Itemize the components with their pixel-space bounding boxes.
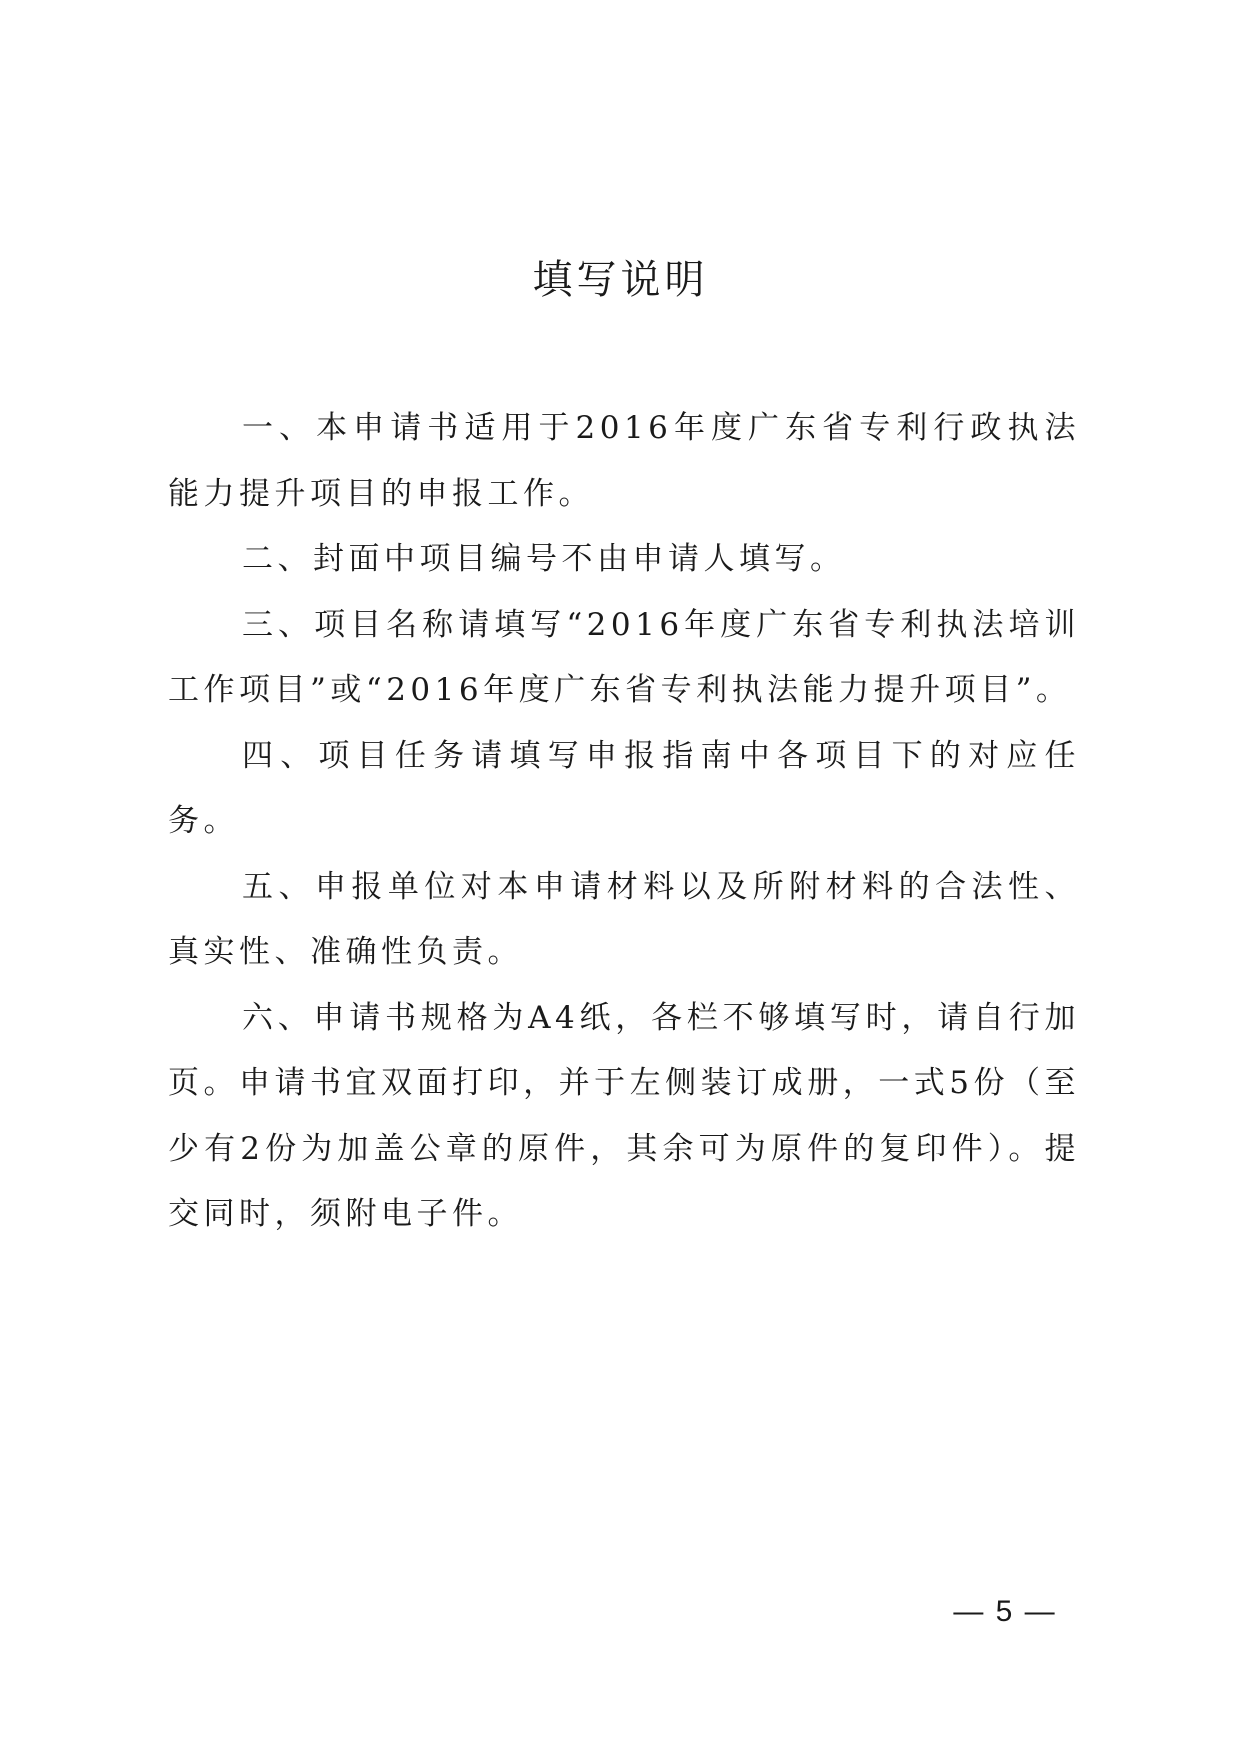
- instruction-paragraph-2: 二、封面中项目编号不由申请人填写。: [242, 541, 846, 577]
- instruction-paragraph-4: 四、项目任务请填写申报指南中各项目下的对应任务。: [168, 737, 1080, 839]
- page-title: 填写说明: [532, 257, 709, 303]
- instruction-paragraph-1: 一、本申请书适用于2016年度广东省专利行政执法能力提升项目的申报工作。: [168, 410, 1080, 512]
- page-number: — 5 —: [953, 1595, 1057, 1628]
- instruction-paragraph-5: 五、申报单位对本申请材料以及所附材料的合法性、真实性、准确性负责。: [168, 868, 1080, 970]
- instruction-paragraph-6: 六、申请书规格为A4纸，各栏不够填写时，请自行加页。申请书宜双面打印，并于左侧装订成册，一式5份（至少有2份为加盖公章的原件，其余可为原件的复印件）。提交同时，须附电子件。: [168, 999, 1080, 1232]
- instructions-body: [168, 396, 1080, 1248]
- instruction-paragraph-3: 三、项目名称请填写“2016年度广东省专利执法培训工作项目”或“2016年度广东省专利执法能力提升项目”。: [168, 606, 1080, 708]
